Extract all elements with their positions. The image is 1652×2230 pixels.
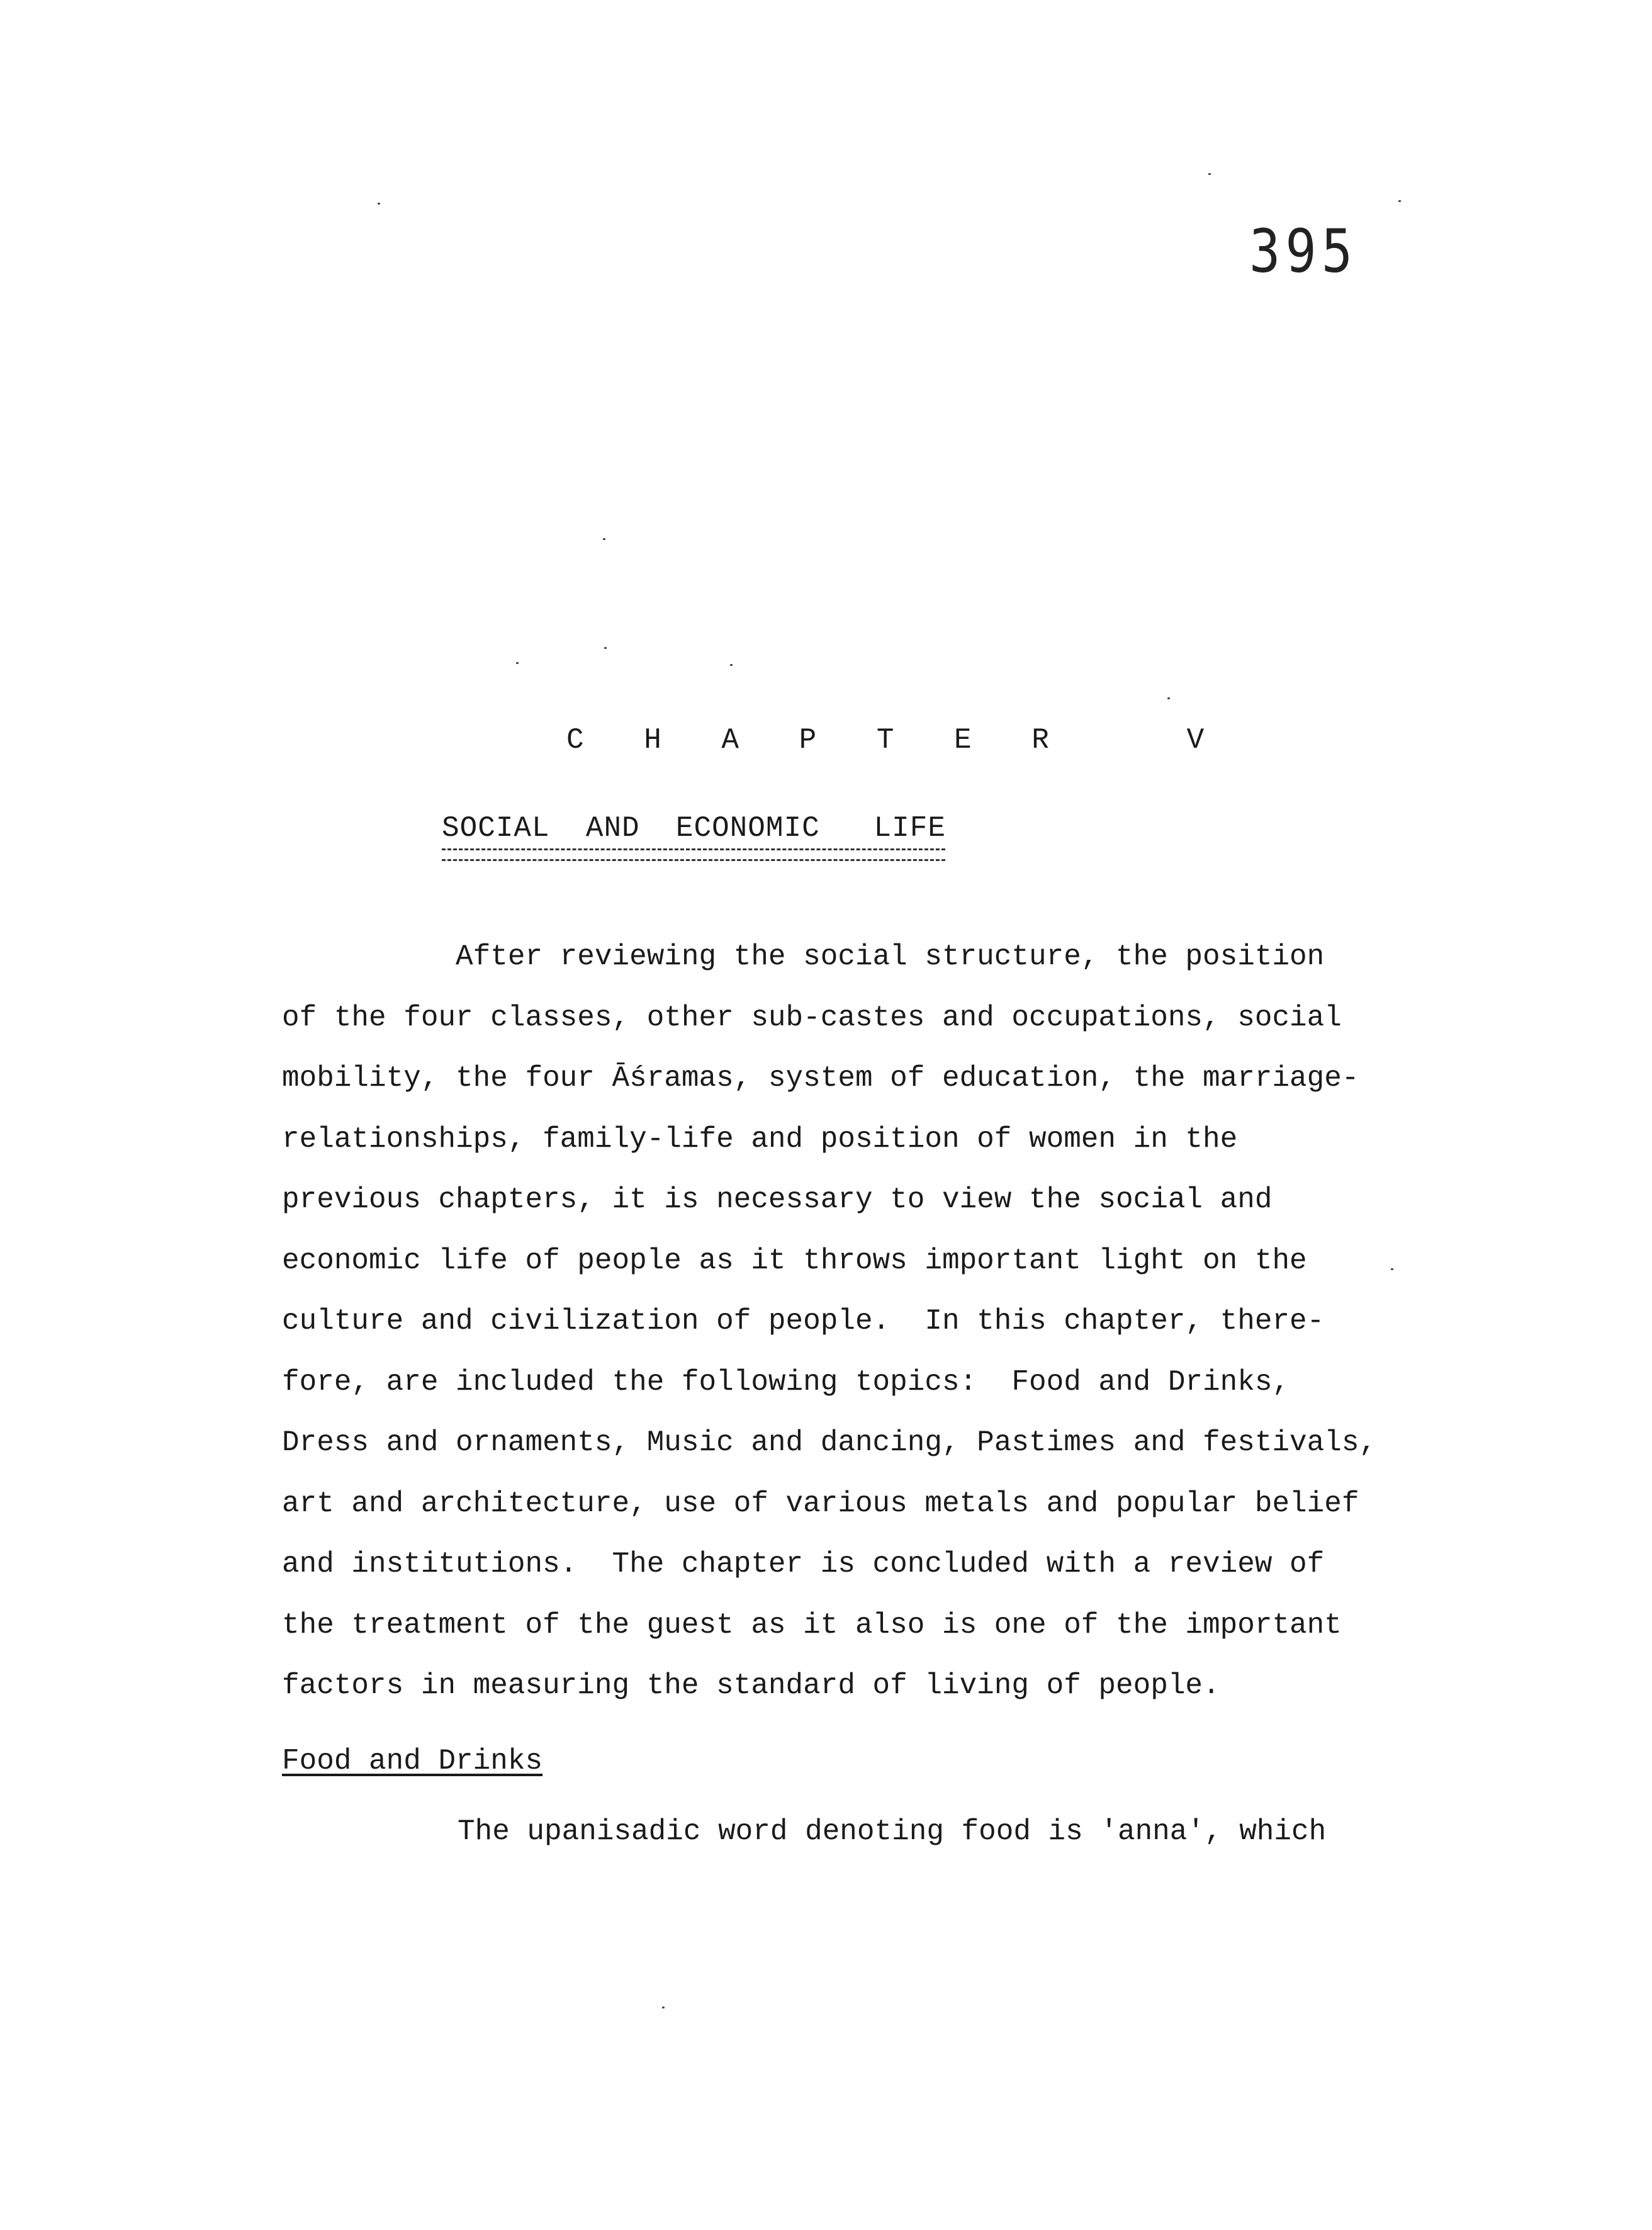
paragraph-line: economic life of people as it throws important light on the (282, 1244, 1307, 1277)
scan-speck (662, 2007, 665, 2008)
paragraph-line: and institutions. The chapter is concluded with a review of (282, 1548, 1325, 1580)
paragraph-line: of the four classes, other sub-castes and occupations, social (282, 1001, 1342, 1034)
scan-speck (378, 203, 380, 205)
section-first-line: The upanisadic word denoting food is 'anna', which (458, 1815, 1327, 1848)
paragraph-line: art and architecture, use of various metals and popular belief (282, 1487, 1359, 1520)
paragraph-line: fore, are included the following topics: Food and Drinks, (282, 1365, 1290, 1399)
section-heading-food-and-drinks: Food and Drinks (282, 1745, 543, 1777)
scan-speck (604, 647, 607, 649)
paragraph-line: culture and civilization of people. In this chapter, there- (282, 1305, 1325, 1337)
scan-speck (1208, 173, 1211, 175)
chapter-title: SOCIAL AND ECONOMIC LIFE (442, 812, 946, 845)
scan-speck (1167, 697, 1170, 699)
paragraph-line: relationships, family-life and position of women in the (282, 1122, 1238, 1156)
chapter-title-block (442, 812, 945, 861)
scan-speck (730, 664, 733, 666)
intro-paragraph (282, 926, 1453, 1716)
double-underline-rule (442, 848, 945, 861)
page-number: 395 (1249, 217, 1358, 286)
scan-speck (516, 662, 519, 664)
chapter-heading: C H A P T E R V (566, 724, 1226, 757)
paragraph-line: the treatment of the guest as it also is one of the important (282, 1608, 1342, 1642)
scan-speck (1391, 1268, 1393, 1270)
paragraph-line: Dress and ornaments, Music and dancing, Pastimes and festivals, (282, 1426, 1377, 1459)
scan-speck (1398, 200, 1401, 202)
paragraph-line: After reviewing the social structure, the position (282, 940, 1325, 973)
scan-speck (603, 538, 605, 540)
paragraph-line: factors in measuring the standard of living of people. (282, 1669, 1220, 1702)
paragraph-line: mobility, the four Āśramas, system of education, the marriage- (282, 1062, 1359, 1095)
paragraph-line: previous chapters, it is necessary to view the social and (282, 1183, 1273, 1216)
